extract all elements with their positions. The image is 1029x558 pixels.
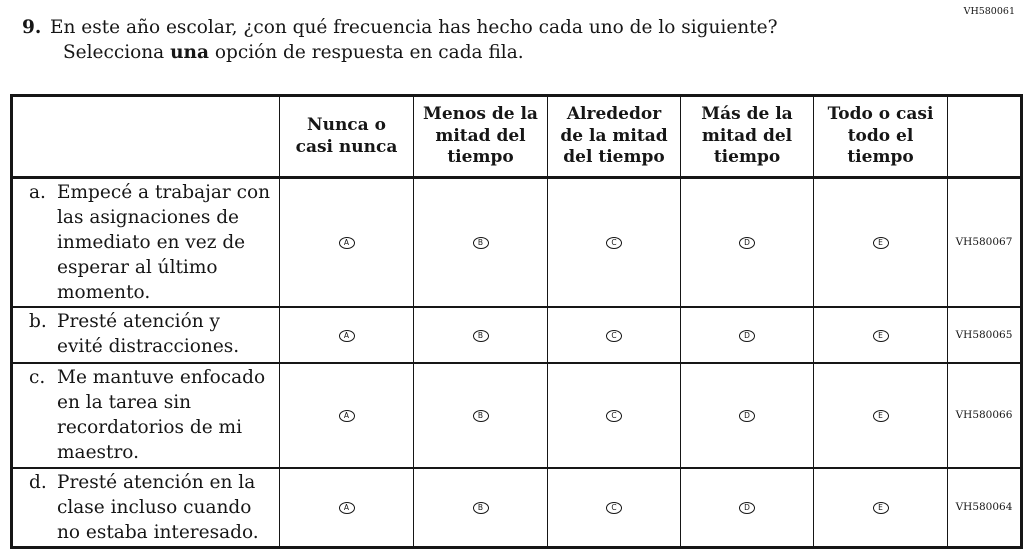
bubble-letter: E xyxy=(878,411,883,420)
option-header-line: mitad del xyxy=(435,125,526,146)
option-header-line: tiempo xyxy=(713,147,781,168)
response-cell xyxy=(280,363,414,468)
item-statement-cell xyxy=(12,363,280,468)
item-statement-line: maestro. xyxy=(57,441,139,463)
response-bubble-d-A[interactable] xyxy=(339,502,355,514)
item-id: VH580067 xyxy=(948,178,1022,307)
item-statement-line: clase incluso cuando xyxy=(57,496,252,518)
instruction-text-after: opción de respuesta en cada fila. xyxy=(208,42,524,63)
response-cell xyxy=(414,363,548,468)
bubble-letter: B xyxy=(477,411,484,420)
grid-header-row xyxy=(12,96,1022,178)
question-form-id: VH580061 xyxy=(963,6,1015,17)
response-cell xyxy=(280,178,414,307)
response-cell xyxy=(814,468,948,548)
item-id: VH580065 xyxy=(948,307,1022,363)
response-cell xyxy=(414,468,548,548)
option-header-c xyxy=(548,96,681,178)
response-bubble-c-B[interactable] xyxy=(473,410,489,422)
item-row-c xyxy=(12,363,1022,468)
item-statement-cell xyxy=(12,468,280,548)
item-statement-line: Presté atención y xyxy=(57,310,220,332)
response-cell xyxy=(681,307,814,363)
response-grid xyxy=(10,94,1023,549)
response-bubble-a-E[interactable] xyxy=(873,237,889,249)
response-bubble-b-C[interactable] xyxy=(606,330,622,342)
header-id-blank-cell xyxy=(948,96,1022,178)
response-bubble-c-A[interactable] xyxy=(339,410,355,422)
item-statement-cell xyxy=(12,307,280,363)
item-statement-line: en la tarea sin xyxy=(57,391,192,413)
response-cell xyxy=(681,468,814,548)
bubble-letter: C xyxy=(611,330,617,340)
option-header-line: Nunca o xyxy=(307,115,386,135)
option-header-line: mitad del xyxy=(701,125,793,146)
response-bubble-b-E[interactable] xyxy=(873,330,889,342)
item-statement-line: recordatorios de mi xyxy=(57,416,242,438)
bubble-letter: C xyxy=(611,411,617,420)
response-cell xyxy=(814,307,948,363)
response-bubble-d-E[interactable] xyxy=(873,502,889,514)
response-cell xyxy=(548,468,681,548)
option-header-b xyxy=(414,96,548,178)
response-cell xyxy=(681,178,814,307)
item-statement-line: las asignaciones de xyxy=(57,207,239,228)
bubble-letter: C xyxy=(611,238,617,248)
option-header-line: Menos de la xyxy=(423,104,538,125)
question-instruction xyxy=(63,40,524,66)
bubble-letter: E xyxy=(878,503,883,513)
response-cell xyxy=(814,178,948,307)
grid-body xyxy=(12,178,1022,548)
bubble-letter: B xyxy=(477,503,484,513)
bubble-letter: C xyxy=(611,503,617,513)
instruction-emphasis: una xyxy=(170,42,209,63)
item-statement-block xyxy=(13,469,279,545)
question-text: En este año escolar, ¿con qué frecuencia has hecho cada uno de lo siguiente? xyxy=(50,17,778,38)
bubble-letter: A xyxy=(343,238,350,248)
item-id: VH580066 xyxy=(948,363,1022,468)
item-statement-cell xyxy=(12,178,280,307)
item-row-d xyxy=(12,468,1022,548)
item-label: d. xyxy=(29,471,47,493)
bubble-letter: D xyxy=(744,238,750,248)
item-statement-block xyxy=(13,364,279,465)
item-statement-line: evité distracciones. xyxy=(57,335,240,357)
response-bubble-b-B[interactable] xyxy=(473,330,489,342)
question-number: 9. xyxy=(22,17,42,38)
response-bubble-b-D[interactable] xyxy=(739,330,755,342)
response-cell xyxy=(548,178,681,307)
item-statement-line: esperar al último xyxy=(57,257,218,278)
option-header-line: del tiempo xyxy=(563,147,665,168)
item-statement-line: Presté atención en la xyxy=(57,471,256,493)
bubble-letter: A xyxy=(343,330,350,340)
bubble-letter: E xyxy=(878,330,883,340)
response-bubble-d-C[interactable] xyxy=(606,502,622,514)
response-bubble-b-A[interactable] xyxy=(339,330,355,342)
response-bubble-a-A[interactable] xyxy=(339,237,355,249)
item-row-a xyxy=(12,178,1022,307)
option-header-line: todo el xyxy=(847,125,914,146)
response-cell xyxy=(280,307,414,363)
grid-header xyxy=(12,96,1022,178)
option-header-d xyxy=(681,96,814,178)
option-header-line: tiempo xyxy=(847,147,914,168)
item-id: VH580064 xyxy=(948,468,1022,548)
option-header-a xyxy=(280,96,414,178)
item-statement-block xyxy=(13,308,279,359)
item-statement xyxy=(57,365,265,465)
option-header-line: Alrededor xyxy=(566,104,662,125)
bubble-letter: B xyxy=(477,330,484,340)
item-row-b xyxy=(12,307,1022,363)
item-statement-line: Me mantuve enfocado xyxy=(57,366,266,388)
option-header-line: casi nunca xyxy=(295,136,398,157)
response-bubble-a-D[interactable] xyxy=(739,237,755,249)
response-cell xyxy=(414,307,548,363)
item-label: b. xyxy=(29,310,47,332)
response-cell xyxy=(548,363,681,468)
response-bubble-c-E[interactable] xyxy=(873,410,889,422)
option-header-line: tiempo xyxy=(447,147,514,168)
response-cell xyxy=(814,363,948,468)
item-label: c. xyxy=(29,366,46,388)
item-statement xyxy=(57,470,259,545)
bubble-letter: A xyxy=(343,503,350,513)
item-statement-line: inmediato en vez de xyxy=(57,232,246,253)
response-bubble-a-B[interactable] xyxy=(473,237,489,249)
item-statement-line: Empecé a trabajar con xyxy=(57,182,271,203)
response-cell xyxy=(681,363,814,468)
response-bubble-c-C[interactable] xyxy=(606,410,622,422)
item-statement xyxy=(57,309,239,359)
instruction-text-before: Selecciona xyxy=(63,42,171,63)
item-statement-line: momento. xyxy=(57,282,151,303)
bubble-letter: A xyxy=(343,411,350,420)
bubble-letter: B xyxy=(477,238,484,248)
response-cell xyxy=(280,468,414,548)
response-bubble-d-B[interactable] xyxy=(473,502,489,514)
option-header-line: Más de la xyxy=(701,104,793,125)
option-header-line: de la mitad xyxy=(560,125,668,146)
item-statement-line: no estaba interesado. xyxy=(57,521,259,543)
option-header-line: Todo o casi xyxy=(827,104,934,125)
response-cell xyxy=(548,307,681,363)
header-blank-cell xyxy=(12,96,280,178)
item-statement-block xyxy=(13,179,279,305)
response-bubble-a-C[interactable] xyxy=(606,237,622,249)
bubble-letter: D xyxy=(744,330,750,340)
item-label: a. xyxy=(29,182,46,203)
option-header-e xyxy=(814,96,948,178)
response-bubble-d-D[interactable] xyxy=(739,502,755,514)
response-cell xyxy=(414,178,548,307)
bubble-letter: D xyxy=(744,503,750,513)
item-statement xyxy=(57,180,270,305)
bubble-letter: D xyxy=(744,411,750,420)
response-bubble-c-D[interactable] xyxy=(739,410,755,422)
bubble-letter: E xyxy=(878,238,883,248)
